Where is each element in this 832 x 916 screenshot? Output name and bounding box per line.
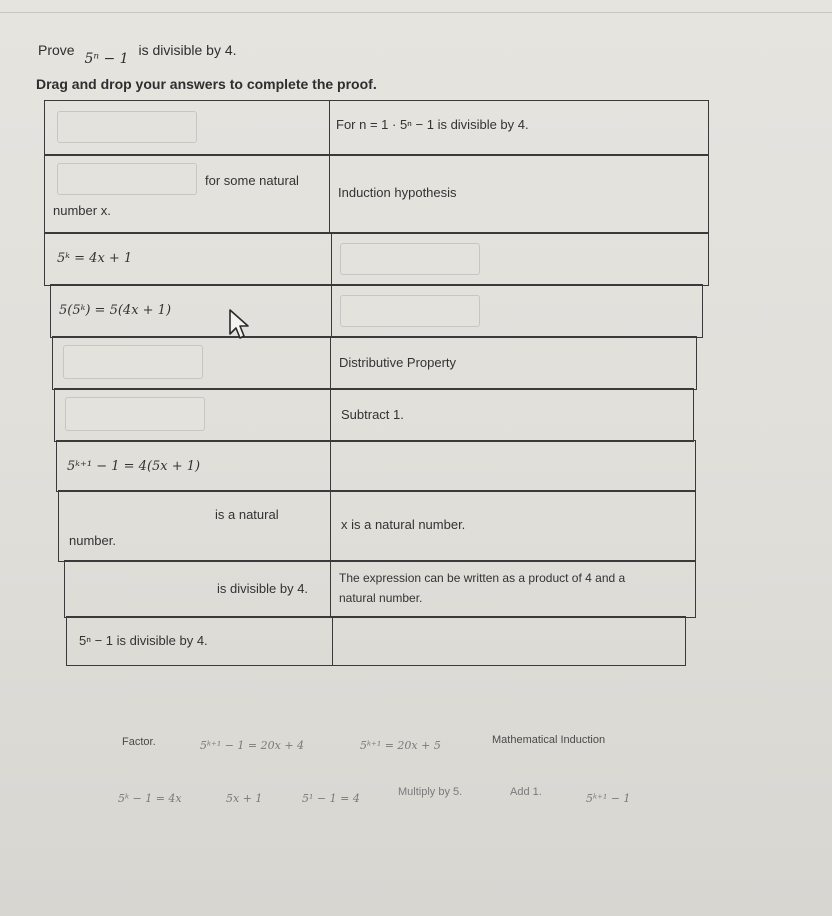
proof-row bbox=[58, 490, 696, 562]
proof-statement: 5ᵏ = 4x + 1 bbox=[57, 251, 133, 266]
proof-reason: Distributive Property bbox=[339, 355, 457, 370]
drop-slot[interactable] bbox=[340, 243, 480, 275]
proof-row bbox=[52, 336, 697, 390]
answer-tile[interactable]: 5x + 1 bbox=[226, 792, 263, 805]
mouse-pointer-icon bbox=[228, 308, 258, 342]
drop-slot[interactable] bbox=[340, 295, 480, 327]
proof-row bbox=[44, 100, 709, 156]
proof-reason: For n = 1 · 5ⁿ − 1 is divisible by 4. bbox=[336, 117, 529, 132]
proof-right-cell bbox=[333, 617, 685, 665]
proof-row bbox=[44, 154, 709, 234]
proof-right-cell bbox=[332, 233, 708, 285]
answer-tile[interactable]: Multiply by 5. bbox=[398, 786, 463, 798]
proof-row bbox=[66, 616, 686, 666]
proof-right-cell bbox=[332, 285, 702, 337]
proof-left-cell bbox=[45, 233, 332, 285]
proof-reason: x is a natural number. bbox=[341, 517, 466, 532]
proof-left-cell bbox=[59, 491, 331, 561]
drop-slot[interactable] bbox=[57, 163, 197, 195]
proof-right-cell bbox=[331, 561, 695, 617]
answer-tile[interactable]: 5ᵏ⁺¹ − 1 = 20x + 4 bbox=[200, 739, 305, 752]
answer-tile[interactable]: Mathematical Induction bbox=[492, 734, 606, 746]
proof-reason-cont: natural number. bbox=[339, 591, 423, 605]
question-line bbox=[38, 42, 237, 67]
proof-right-cell bbox=[331, 337, 696, 389]
proof-statement: 5ᵏ⁺¹ − 1 = 4(5x + 1) bbox=[67, 459, 201, 474]
question-prefix: Prove bbox=[38, 42, 75, 58]
proof-reason: The expression can be written as a product of 4 and a bbox=[339, 571, 626, 585]
proof-statement: is a natural bbox=[215, 507, 279, 522]
proof-left-cell bbox=[67, 617, 333, 665]
answer-tile[interactable]: 5ᵏ⁺¹ − 1 bbox=[586, 792, 631, 805]
drop-slot[interactable] bbox=[65, 397, 205, 431]
answer-tile[interactable]: 5¹ − 1 = 4 bbox=[302, 792, 360, 805]
instruction-text: Drag and drop your answers to complete the proof. bbox=[36, 76, 377, 92]
proof-left-cell bbox=[57, 441, 331, 491]
proof-left-cell bbox=[45, 101, 330, 155]
proof-left-cell bbox=[51, 285, 332, 337]
proof-reason: Induction hypothesis bbox=[338, 185, 457, 200]
proof-right-cell bbox=[330, 101, 708, 155]
drop-slot[interactable] bbox=[63, 345, 203, 379]
answer-tile[interactable]: 5ᵏ⁺¹ = 20x + 5 bbox=[360, 739, 441, 752]
proof-statement: 5(5ᵏ) = 5(4x + 1) bbox=[59, 303, 172, 318]
top-divider bbox=[0, 12, 832, 13]
proof-left-cell bbox=[45, 155, 330, 233]
proof-statement: is divisible by 4. bbox=[217, 581, 309, 596]
question-expression: 5ⁿ − 1 bbox=[84, 51, 129, 67]
proof-row bbox=[50, 284, 703, 338]
proof-left-cell bbox=[65, 561, 331, 617]
answer-tile[interactable]: 5ᵏ − 1 = 4x bbox=[118, 792, 182, 805]
proof-table bbox=[44, 100, 709, 666]
proof-statement-cont: number x. bbox=[53, 203, 111, 218]
proof-statement: 5ⁿ − 1 is divisible by 4. bbox=[79, 633, 208, 648]
proof-row bbox=[56, 440, 696, 492]
proof-left-cell bbox=[55, 389, 331, 441]
proof-statement-cont: number. bbox=[69, 533, 116, 548]
proof-statement: for some natural bbox=[205, 173, 299, 188]
proof-row bbox=[44, 232, 709, 286]
question-suffix: is divisible by 4. bbox=[138, 42, 237, 58]
proof-row bbox=[54, 388, 694, 442]
proof-right-cell bbox=[330, 155, 708, 233]
proof-reason: Subtract 1. bbox=[341, 407, 404, 422]
proof-right-cell bbox=[331, 441, 695, 491]
answer-tile[interactable]: Factor. bbox=[122, 736, 156, 748]
drop-slot[interactable] bbox=[57, 111, 197, 143]
proof-row bbox=[64, 560, 696, 618]
proof-right-cell bbox=[331, 491, 695, 561]
proof-right-cell bbox=[331, 389, 693, 441]
proof-left-cell bbox=[53, 337, 331, 389]
answer-tile[interactable]: Add 1. bbox=[510, 786, 542, 798]
